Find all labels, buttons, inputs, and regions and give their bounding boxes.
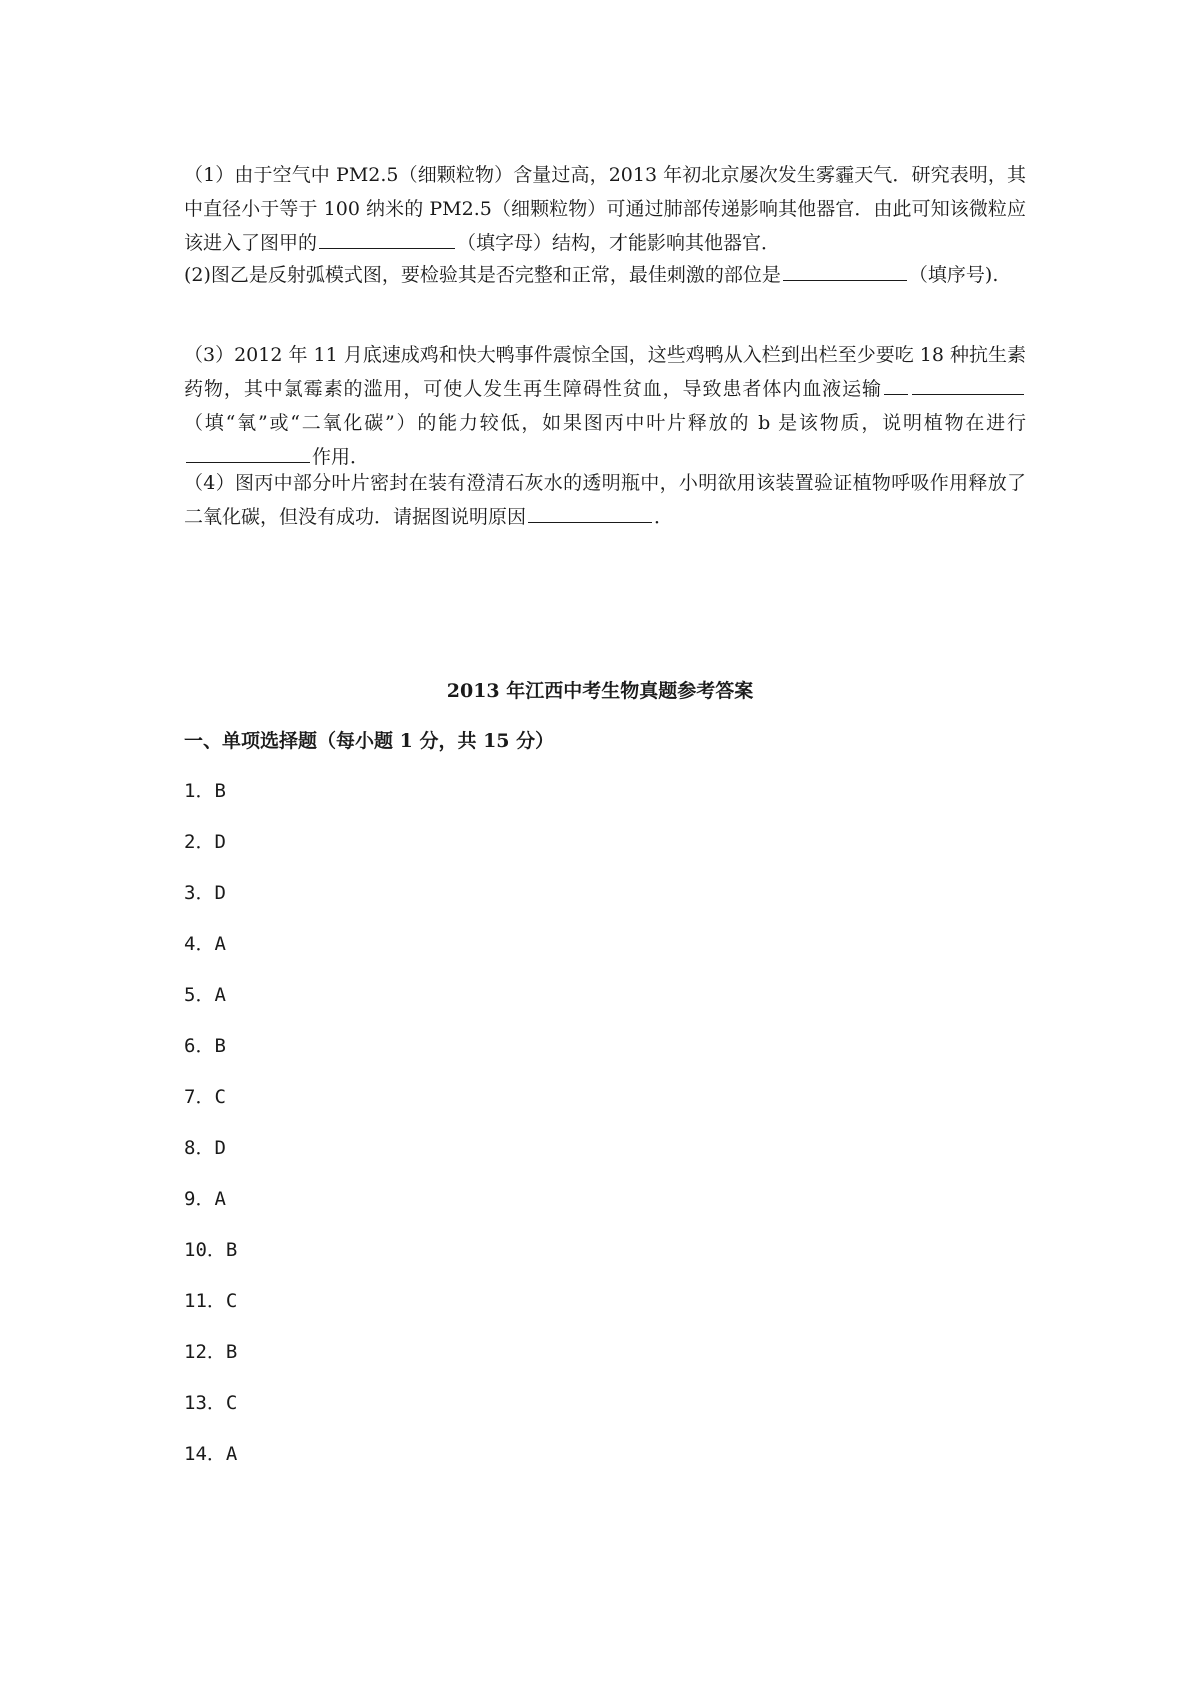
answer-item: 3．D bbox=[184, 882, 226, 904]
answer-item: 6．B bbox=[184, 1035, 226, 1057]
question-3-answer-blank-2[interactable] bbox=[186, 440, 310, 463]
question-1-text-after: （填字母）结构，才能影响其他器官． bbox=[457, 232, 781, 254]
question-3-text-part3: 作用． bbox=[312, 446, 370, 468]
answer-key-title: 2013 年江西中考生物真题参考答案 bbox=[446, 680, 754, 702]
question-2-answer-blank[interactable] bbox=[783, 258, 907, 281]
question-1-text-before: （1）由于空气中 PM2.5（细颗粒物）含量过高，2013 年初北京屡次发生雾霾天气．研究表明，其中直径小于等于 100 纳米的 PM2.5（细颗粒物）可通过肺部传递影响其他器官．由此可知该微粒应该进入了图甲的 bbox=[184, 164, 1026, 254]
question-1 bbox=[184, 158, 1026, 260]
answer-item: 2．D bbox=[184, 831, 226, 853]
question-2-text-after: （填序号). bbox=[908, 264, 999, 286]
question-2 bbox=[184, 258, 1026, 292]
question-4 bbox=[184, 466, 1026, 534]
answer-item: 13．C bbox=[184, 1392, 238, 1414]
answer-item: 1．B bbox=[184, 780, 226, 802]
answer-item: 8．D bbox=[184, 1137, 226, 1159]
question-2-text-before: (2)图乙是反射弧模式图，要检验其是否完整和正常，最佳刺激的部位是 bbox=[184, 264, 781, 286]
answer-key-section-title: 一、单项选择题（每小题 1 分，共 15 分） bbox=[184, 730, 555, 752]
question-4-answer-blank[interactable] bbox=[528, 500, 652, 523]
answer-item: 5．A bbox=[184, 984, 226, 1006]
answer-item: 10．B bbox=[184, 1239, 238, 1261]
question-3-answer-blank-1b[interactable] bbox=[912, 372, 1024, 395]
answer-item: 4．A bbox=[184, 933, 226, 955]
question-3-text-part2: （填“氧”或“二氧化碳”）的能力较低，如果图丙中叶片释放的 b 是该物质，说明植物在进行 bbox=[184, 412, 1026, 434]
answer-item: 11．C bbox=[184, 1290, 238, 1312]
question-3-answer-blank-1a[interactable] bbox=[884, 372, 908, 395]
question-4-text-after: ． bbox=[654, 506, 674, 528]
question-3-text-part1: （3）2012 年 11 月底速成鸡和快大鸭事件震惊全国，这些鸡鸭从入栏到出栏至少要吃 18 种抗生素药物，其中氯霉素的滥用，可使人发生再生障碍性贫血，导致患者体内血液运输 bbox=[184, 344, 1026, 400]
answer-item: 9．A bbox=[184, 1188, 226, 1210]
answer-item: 12．B bbox=[184, 1341, 238, 1363]
question-1-answer-blank[interactable] bbox=[319, 226, 455, 249]
question-3 bbox=[184, 338, 1026, 474]
question-4-text-before: （4）图丙中部分叶片密封在装有澄清石灰水的透明瓶中，小明欲用该装置验证植物呼吸作用释放了二氧化碳，但没有成功．请据图说明原因 bbox=[184, 472, 1026, 528]
answer-item: 14．A bbox=[184, 1443, 238, 1465]
answer-item: 7．C bbox=[184, 1086, 226, 1108]
